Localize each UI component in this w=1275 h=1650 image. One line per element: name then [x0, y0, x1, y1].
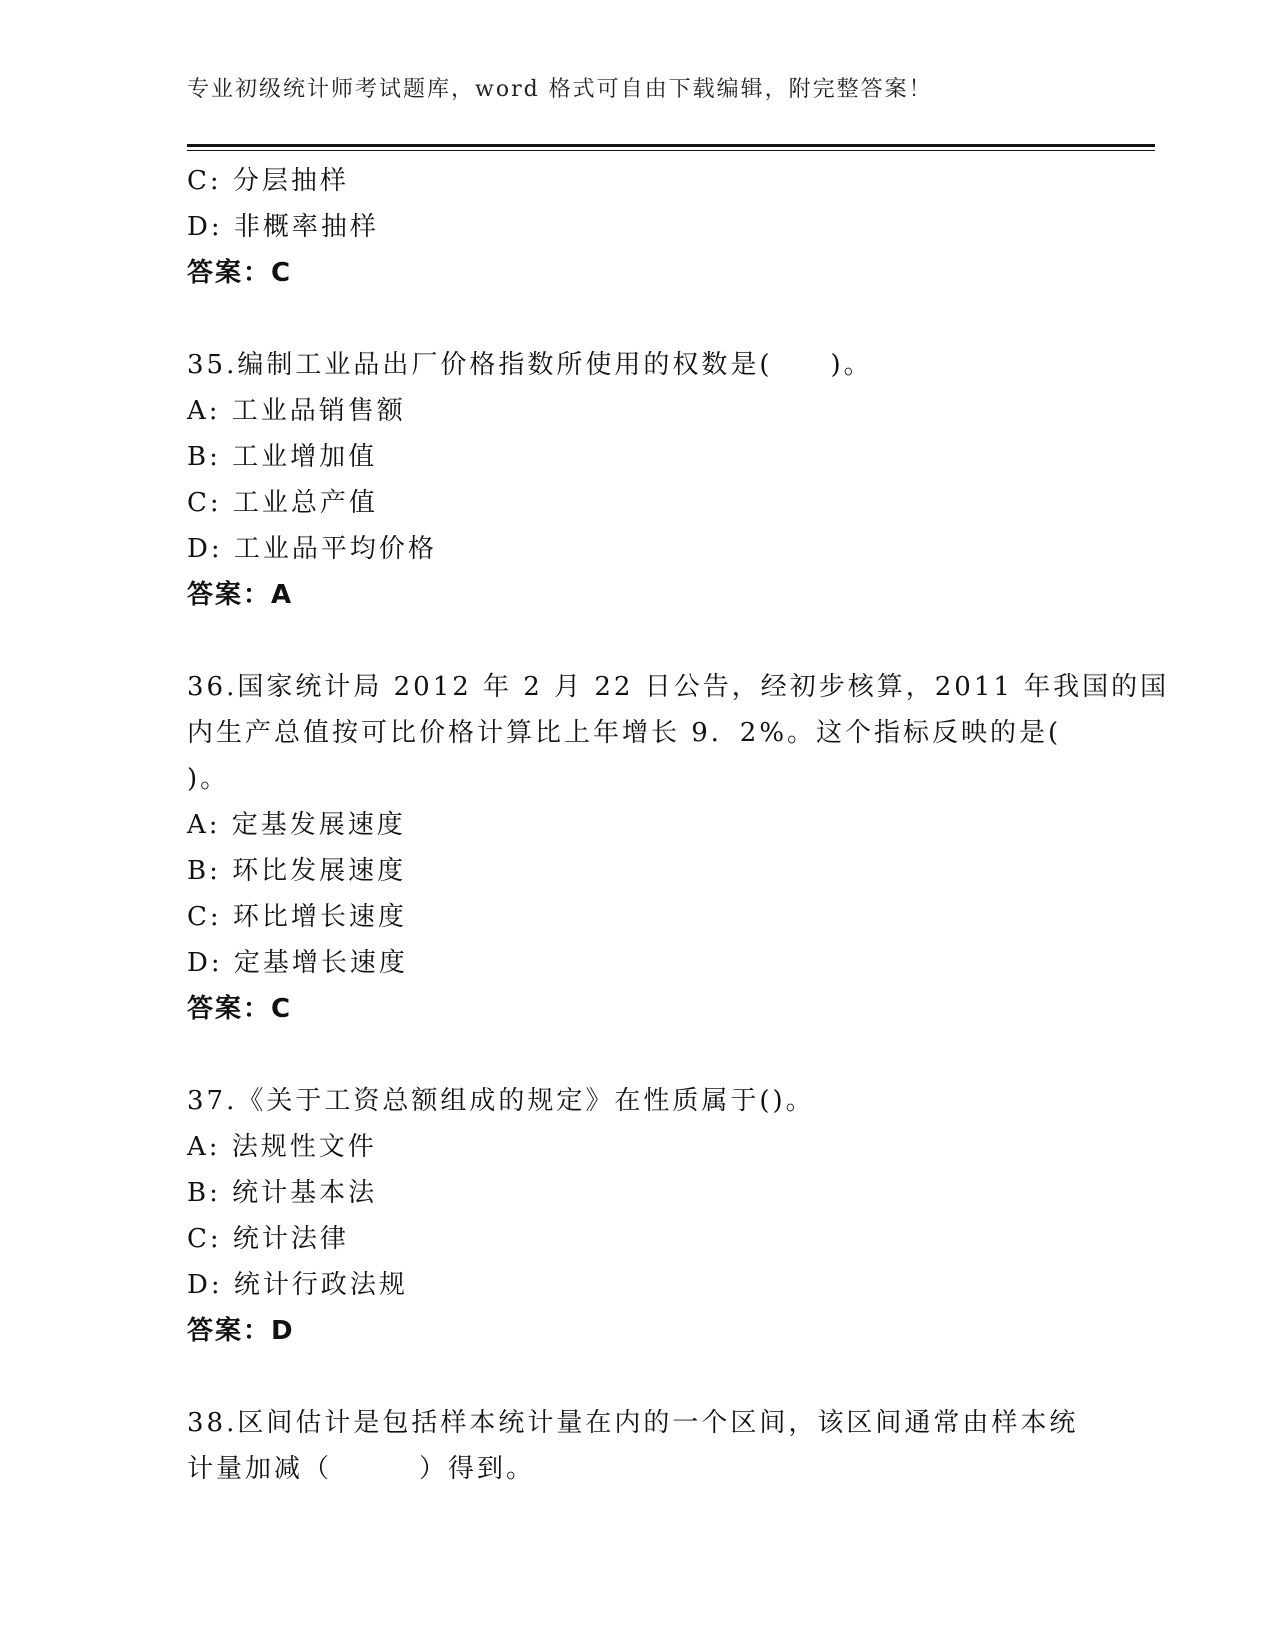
question-list [187, 158, 1170, 1492]
question-text: 计量加减（ ）得到。 [187, 1454, 536, 1484]
option-a: A: 定基发展速度 [187, 810, 406, 840]
question-34-tail [187, 158, 1087, 296]
question-text: 36.国家统计局 2012 年 2 月 22 日公告，经初步核算，2011 年我国的国 [187, 672, 1170, 702]
option-b: B: 统计基本法 [187, 1178, 378, 1208]
header-divider-thick [187, 144, 1155, 147]
option-d: D: 定基增长速度 [187, 948, 408, 978]
answer: 答案：C [187, 994, 293, 1024]
option-c: C: 工业总产值 [187, 488, 378, 518]
question-text: 内生产总值按可比价格计算比上年增长 9．2%。这个指标反映的是( [187, 718, 1062, 748]
page-header: 专业初级统计师考试题库，word 格式可自由下载编辑，附完整答案！ [187, 77, 933, 102]
option-a: A: 法规性文件 [187, 1132, 377, 1162]
option-b: B: 工业增加值 [187, 442, 378, 472]
spacer [187, 618, 1087, 664]
question-text: 37.《关于工资总额组成的规定》在性质属于()。 [187, 1086, 815, 1116]
question-text: )。 [187, 764, 230, 794]
answer: 答案：A [187, 580, 294, 610]
question-text: 35.编制工业品出厂价格指数所使用的权数是( )。 [187, 350, 873, 380]
option-a: A: 工业品销售额 [187, 396, 406, 426]
header-divider-thin [187, 150, 1155, 151]
option-d: D: 非概率抽样 [187, 212, 379, 242]
question-36 [187, 664, 1170, 1032]
spacer [187, 296, 1087, 342]
option-c: C: 环比增长速度 [187, 902, 407, 932]
spacer [187, 1032, 1087, 1078]
option-d: D: 工业品平均价格 [187, 534, 437, 564]
option-c: C: 统计法律 [187, 1224, 349, 1254]
spacer [187, 1354, 1087, 1400]
option-d: D: 统计行政法规 [187, 1270, 408, 1300]
option-c: C: 分层抽样 [187, 166, 349, 196]
question-35 [187, 342, 1087, 618]
question-38 [187, 1400, 1087, 1492]
question-37 [187, 1078, 1087, 1354]
option-b: B: 环比发展速度 [187, 856, 407, 886]
answer: 答案：C [187, 258, 293, 288]
question-text: 38.区间估计是包括样本统计量在内的一个区间，该区间通常由样本统 [187, 1408, 1079, 1438]
answer: 答案：D [187, 1316, 295, 1346]
